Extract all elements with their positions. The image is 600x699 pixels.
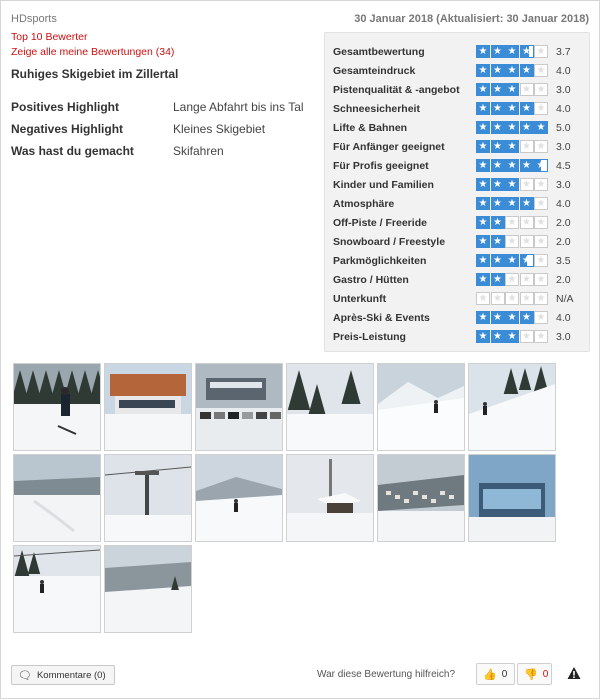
highlight-label: Was hast du gemacht	[11, 144, 134, 158]
photo-thumbnail[interactable]	[104, 454, 192, 542]
star-icon: ★	[520, 45, 534, 58]
rating-label: Off-Piste / Freeride	[333, 216, 427, 229]
rating-stars	[476, 330, 550, 343]
star-icon: ★	[491, 235, 505, 248]
star-icon: ★	[534, 102, 548, 115]
all-reviews-link[interactable]: Zeige alle meine Bewertungen (34)	[11, 46, 175, 58]
star-icon: ★	[534, 159, 548, 172]
rating-label: Gesamtbewertung	[333, 45, 425, 58]
star-icon: ★	[505, 273, 519, 286]
rating-value: 5.0	[556, 121, 571, 134]
rating-stars	[476, 197, 550, 210]
star-icon: ★	[476, 159, 490, 172]
rating-value: 3.5	[556, 254, 571, 267]
rating-row	[325, 80, 589, 99]
photo-gallery	[13, 363, 556, 633]
rating-value: 3.0	[556, 178, 571, 191]
rating-label: Kinder und Familien	[333, 178, 434, 191]
helpful-question: War diese Bewertung hilfreich?	[317, 669, 456, 680]
star-icon: ★	[505, 254, 519, 267]
highlight-label: Negatives Highlight	[11, 122, 124, 136]
photo-image	[196, 455, 282, 541]
star-icon: ★	[491, 254, 505, 267]
rating-stars	[476, 121, 550, 134]
rating-row	[325, 61, 589, 80]
rating-stars	[476, 216, 550, 229]
star-icon: ★	[520, 235, 534, 248]
comments-label: Kommentare (0)	[36, 669, 106, 681]
photo-thumbnail[interactable]	[195, 363, 283, 451]
highlight-row	[11, 118, 304, 140]
star-icon: ★	[491, 64, 505, 77]
thumbs-down-icon: 👎	[524, 668, 538, 681]
rating-row	[325, 156, 589, 175]
rating-label: Für Profis geeignet	[333, 159, 429, 172]
rating-label: Preis-Leistung	[333, 330, 406, 343]
star-icon: ★	[476, 273, 490, 286]
rating-label: Unterkunft	[333, 292, 387, 305]
star-icon: ★	[491, 83, 505, 96]
photo-thumbnail[interactable]	[468, 363, 556, 451]
star-icon: ★	[534, 178, 548, 191]
highlight-value: Skifahren	[173, 144, 224, 158]
star-icon: ★	[534, 45, 548, 58]
star-icon: ★	[491, 292, 505, 305]
rating-stars	[476, 178, 550, 191]
rating-value: 4.0	[556, 64, 571, 77]
star-icon: ★	[505, 216, 519, 229]
star-icon: ★	[534, 64, 548, 77]
highlight-row	[11, 96, 304, 118]
star-icon: ★	[505, 159, 519, 172]
warning-icon[interactable]	[567, 666, 581, 680]
rating-row	[325, 137, 589, 156]
photo-thumbnail[interactable]	[104, 363, 192, 451]
star-icon: ★	[491, 178, 505, 191]
star-icon: ★	[476, 254, 490, 267]
photo-thumbnail[interactable]	[286, 454, 374, 542]
photo-thumbnail[interactable]	[104, 545, 192, 633]
star-icon: ★	[505, 292, 519, 305]
photo-image	[105, 364, 191, 450]
rating-value: 2.0	[556, 273, 571, 286]
star-icon: ★	[476, 197, 490, 210]
star-icon: ★	[505, 83, 519, 96]
rating-label: Snowboard / Freestyle	[333, 235, 446, 248]
star-icon: ★	[520, 292, 534, 305]
vote-down-count: 0	[542, 668, 549, 680]
rating-label: Pistenqualität & -angebot	[333, 83, 460, 96]
star-icon: ★	[534, 121, 548, 134]
rating-row	[325, 232, 589, 251]
star-icon: ★	[520, 197, 534, 210]
highlights-table	[11, 96, 304, 162]
comments-button[interactable]	[11, 665, 115, 685]
rating-row	[325, 99, 589, 118]
rating-value: 2.0	[556, 235, 571, 248]
star-icon: ★	[505, 330, 519, 343]
photo-thumbnail[interactable]	[13, 363, 101, 451]
highlight-value: Lange Abfahrt bis ins Tal	[173, 100, 304, 114]
photo-image	[287, 455, 373, 541]
star-icon: ★	[505, 45, 519, 58]
star-icon: ★	[505, 64, 519, 77]
highlight-value: Kleines Skigebiet	[173, 122, 266, 136]
star-icon: ★	[520, 64, 534, 77]
rating-value: 3.0	[556, 140, 571, 153]
photo-image	[378, 455, 464, 541]
rating-row	[325, 327, 589, 346]
star-icon: ★	[534, 216, 548, 229]
rating-stars	[476, 311, 550, 324]
star-icon: ★	[491, 45, 505, 58]
top-reviewer-badge[interactable]: Top 10 Bewerter	[11, 31, 88, 43]
star-icon: ★	[520, 121, 534, 134]
star-icon: ★	[491, 311, 505, 324]
rating-value: 4.0	[556, 311, 571, 324]
rating-value: 3.7	[556, 45, 571, 58]
photo-image	[105, 546, 191, 632]
star-icon: ★	[476, 311, 490, 324]
star-icon: ★	[476, 64, 490, 77]
star-icon: ★	[476, 102, 490, 115]
photo-thumbnail[interactable]	[195, 454, 283, 542]
star-icon: ★	[505, 235, 519, 248]
photo-thumbnail[interactable]	[377, 454, 465, 542]
photo-image	[14, 546, 100, 632]
rating-stars	[476, 254, 550, 267]
photo-thumbnail[interactable]	[468, 454, 556, 542]
rating-stars	[476, 292, 550, 305]
photo-thumbnail[interactable]	[286, 363, 374, 451]
rating-row	[325, 213, 589, 232]
star-icon: ★	[520, 102, 534, 115]
star-icon: ★	[491, 140, 505, 153]
ratings-panel	[324, 32, 590, 352]
star-icon: ★	[520, 216, 534, 229]
star-icon: ★	[476, 45, 490, 58]
star-icon: ★	[491, 197, 505, 210]
photo-image	[469, 364, 555, 450]
photo-image	[378, 364, 464, 450]
photo-thumbnail[interactable]	[13, 454, 101, 542]
rating-row	[325, 194, 589, 213]
star-icon: ★	[520, 83, 534, 96]
rating-label: Parkmöglichkeiten	[333, 254, 427, 267]
rating-stars	[476, 102, 550, 115]
rating-row	[325, 42, 589, 61]
star-icon: ★	[534, 235, 548, 248]
star-icon: ★	[476, 83, 490, 96]
star-icon: ★	[505, 121, 519, 134]
star-icon: ★	[491, 102, 505, 115]
rating-label: Lifte & Bahnen	[333, 121, 408, 134]
speech-bubble-icon: 🗨	[18, 669, 32, 682]
rating-stars	[476, 64, 550, 77]
star-icon: ★	[534, 197, 548, 210]
star-icon: ★	[520, 178, 534, 191]
rating-value: 4.0	[556, 102, 571, 115]
highlight-row	[11, 140, 304, 162]
photo-image	[105, 455, 191, 541]
rating-label: Schneesicherheit	[333, 102, 420, 115]
star-icon: ★	[476, 121, 490, 134]
star-icon: ★	[520, 273, 534, 286]
rating-label: Après-Ski & Events	[333, 311, 430, 324]
star-icon: ★	[491, 330, 505, 343]
vote-up-count: 0	[501, 668, 508, 680]
star-icon: ★	[534, 140, 548, 153]
rating-stars	[476, 83, 550, 96]
rating-stars	[476, 45, 550, 58]
photo-image	[14, 364, 100, 450]
star-icon: ★	[491, 216, 505, 229]
thumbs-up-icon: 👍	[483, 668, 497, 681]
star-icon: ★	[505, 197, 519, 210]
rating-value: 3.0	[556, 83, 571, 96]
rating-row	[325, 175, 589, 194]
rating-value: 4.0	[556, 197, 571, 210]
star-icon: ★	[476, 178, 490, 191]
star-icon: ★	[534, 254, 548, 267]
rating-row	[325, 289, 589, 308]
rating-stars	[476, 273, 550, 286]
rating-label: Gesamteindruck	[333, 64, 416, 77]
star-icon: ★	[534, 292, 548, 305]
rating-stars	[476, 235, 550, 248]
review-date: 30 Januar 2018 (Aktualisiert: 30 Januar 2018)	[354, 13, 589, 25]
rating-row	[325, 308, 589, 327]
rating-row	[325, 251, 589, 270]
rating-stars	[476, 140, 550, 153]
star-icon: ★	[520, 254, 534, 267]
star-icon: ★	[476, 216, 490, 229]
star-icon: ★	[476, 140, 490, 153]
star-icon: ★	[476, 292, 490, 305]
star-icon: ★	[491, 121, 505, 134]
rating-value: 4.5	[556, 159, 571, 172]
star-icon: ★	[491, 159, 505, 172]
photo-image	[14, 455, 100, 541]
photo-thumbnail[interactable]	[13, 545, 101, 633]
rating-value: 3.0	[556, 330, 571, 343]
star-icon: ★	[520, 140, 534, 153]
photo-image	[196, 364, 282, 450]
star-icon: ★	[505, 140, 519, 153]
star-icon: ★	[505, 102, 519, 115]
star-icon: ★	[491, 273, 505, 286]
vote-down-button[interactable]	[517, 663, 552, 685]
star-icon: ★	[520, 159, 534, 172]
star-icon: ★	[534, 311, 548, 324]
photo-thumbnail[interactable]	[377, 363, 465, 451]
vote-up-button[interactable]	[476, 663, 515, 685]
rating-stars	[476, 159, 550, 172]
star-icon: ★	[505, 178, 519, 191]
highlight-label: Positives Highlight	[11, 100, 120, 114]
star-icon: ★	[476, 235, 490, 248]
photo-image	[287, 364, 373, 450]
rating-row	[325, 118, 589, 137]
rating-label: Atmosphäre	[333, 197, 395, 210]
rating-value: 2.0	[556, 216, 571, 229]
rating-row	[325, 270, 589, 289]
star-icon: ★	[520, 330, 534, 343]
photo-image	[469, 455, 555, 541]
reviewer-name[interactable]: HDsports	[11, 13, 57, 25]
review-title: Ruhiges Skigebiet im Zillertal	[11, 67, 179, 81]
star-icon: ★	[505, 311, 519, 324]
rating-value: N/A	[556, 292, 574, 305]
star-icon: ★	[534, 83, 548, 96]
star-icon: ★	[534, 273, 548, 286]
star-icon: ★	[476, 330, 490, 343]
star-icon: ★	[534, 330, 548, 343]
rating-label: Gastro / Hütten	[333, 273, 409, 286]
star-icon: ★	[520, 311, 534, 324]
rating-label: Für Anfänger geeignet	[333, 140, 445, 153]
